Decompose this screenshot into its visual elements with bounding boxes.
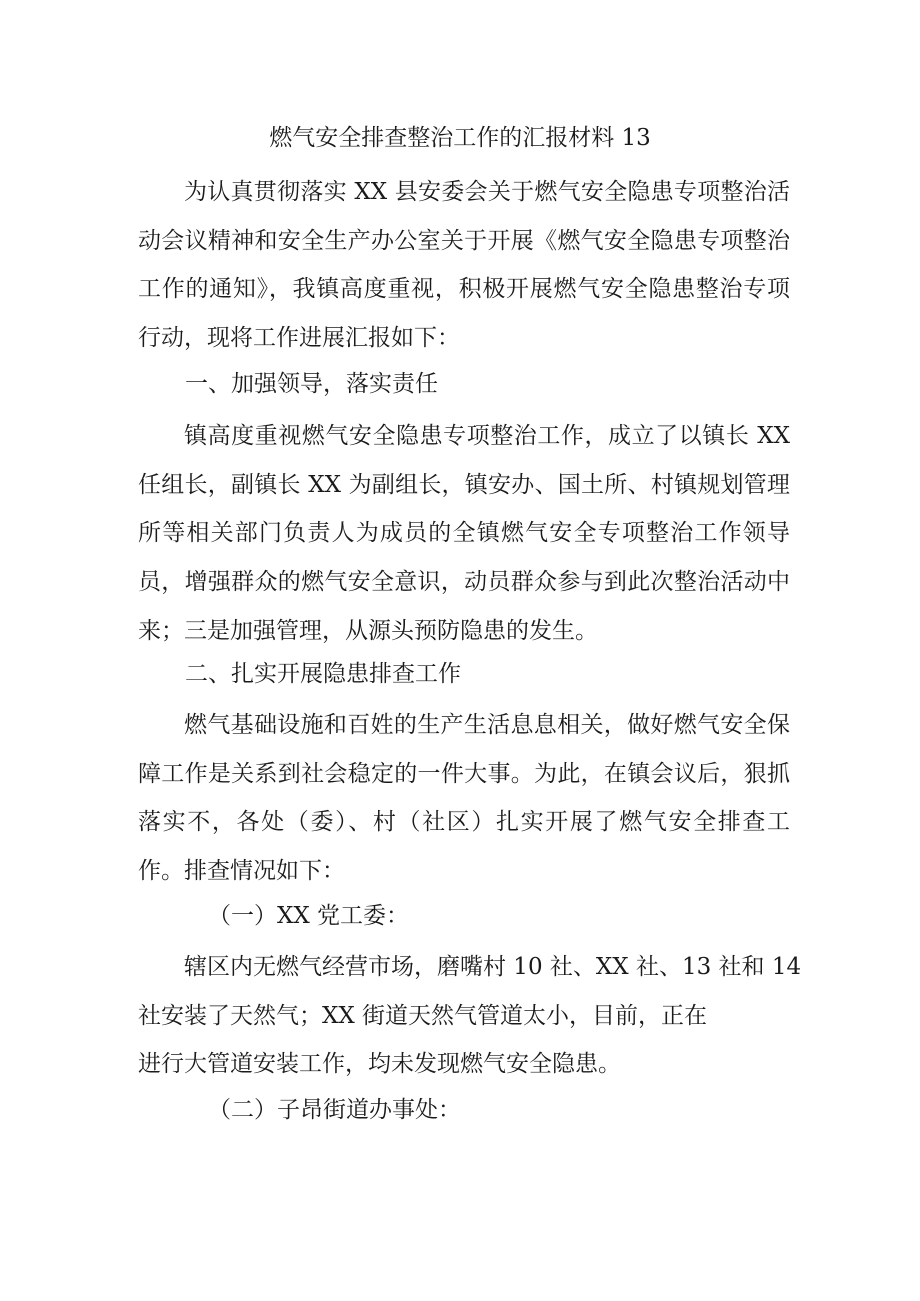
subsection-2-heading: （二）子昂街道办事处： (208, 1097, 461, 1123)
subsection-1-line-3: 进行大管道安装工作，均未发现燃气安全隐患。 (138, 1051, 621, 1078)
subsection-1-paragraph (138, 943, 802, 1089)
section-1-paragraph: 镇高度重视燃气安全隐患专项整治工作，成立了以镇长 XX 任组长，副镇长 XX 为副组长，镇安办、国土所、村镇规划管理所等相关部门负责人为成员的全镇燃气安全专项整治工作领导员，增强群众的燃气安全意识，动员群众参与到此次整治活动中来；三是加强管理，从源头预防隐患的发生。 (138, 423, 790, 644)
intro-paragraph: 为认真贯彻落实 XX 县安委会关于燃气安全隐患专项整治活动会议精神和安全生产办公室关于开展《燃气安全隐患专项整治工作的通知》，我镇高度重视，积极开展燃气安全隐患整治专项行动，现将工作进展汇报如下： (138, 179, 790, 352)
subsection-1-line-2: 社安装了天然气；XX 街道天然气管道太小，目前，正在 (138, 1002, 708, 1029)
section-2-paragraph: 燃气基础设施和百姓的生产生活息息相关，做好燃气安全保障工作是关系到社会稳定的一件大事。为此，在镇会议后，狠抓落实不，各处（委）、村（社区）扎实开展了燃气安全排查工作。排查情况如下： (138, 712, 790, 885)
subsection-1-heading: （一）XX 党工委： (208, 903, 410, 929)
section-1-heading: 一、加强领导，落实责任 (185, 371, 438, 397)
subsection-1-line-1: 辖区内无燃气经营市场，磨嘴村 10 社、XX 社、13 社和 14 (184, 954, 802, 980)
section-2-heading: 二、扎实开展隐患排查工作 (185, 661, 461, 687)
document-title: 燃气安全排查整治工作的汇报材料 13 (269, 125, 651, 151)
